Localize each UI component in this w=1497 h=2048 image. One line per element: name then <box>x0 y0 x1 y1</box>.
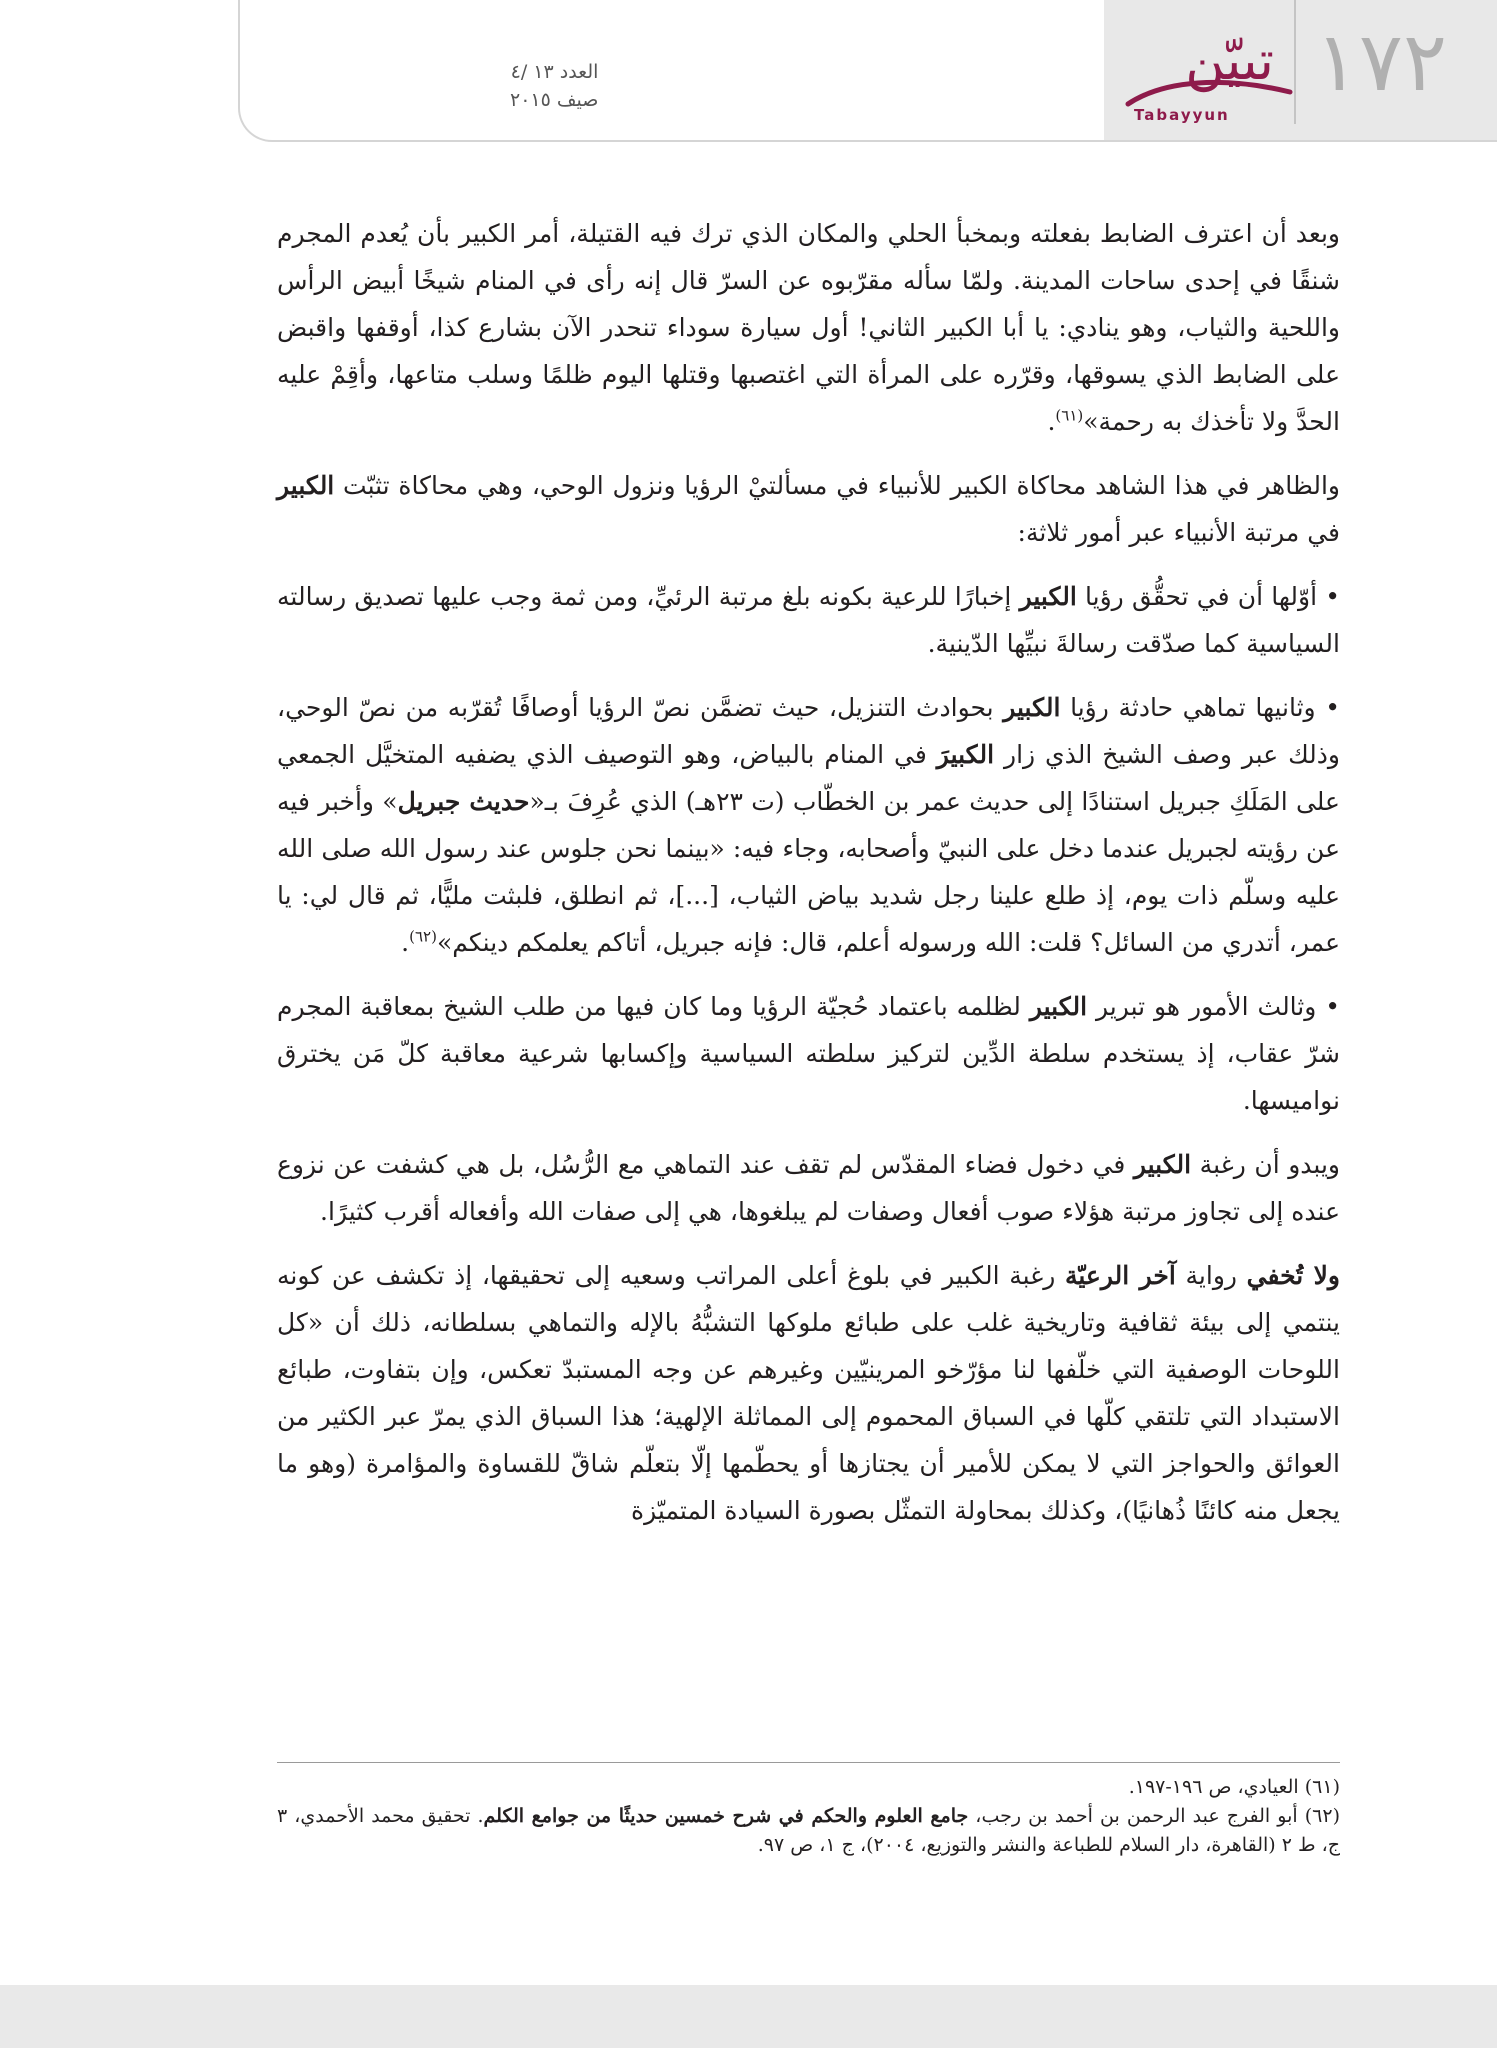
article-body <box>277 210 1340 1551</box>
footnote-61: (٦١) العيادي، ص ١٩٦-١٩٧. <box>1128 1776 1340 1798</box>
page-header <box>238 0 1497 142</box>
brand-box <box>1104 0 1497 140</box>
paragraph-2: والظاهر في هذا الشاهد محاكاة الكبير للأنبياء في مسألتيْ الرؤيا ونزول الوحي، وهي محاكاة تثبّت الكبير في مرتبة الأنبياء عبر أمور ثلاثة: <box>277 471 1340 547</box>
footnotes <box>277 1762 1340 1860</box>
paragraph-7: ولا تُخفي رواية آخر الرعيّة رغبة الكبير في بلوغ أعلى المراتب وسعيه إلى تحقيقها، إذ تكشف عن كونه ينتمي إلى بيئة ثقافية وتاريخية غلب على طبائع ملوكها التشبُّهُ بالإله والتماهي بسلطانه، ذلك أن «كل اللوحات الوصفية التي خلّفها لنا مؤرّخو المرينيّين وغيرهم عن وجه المستبدّ تعكس، وإن بتفاوت، طبائع الاستبداد التي تلتقي كلّها في السباق المحموم إلى المماثلة الإلهية؛ هذا السباق الذي يمرّ عبر الكثير من العوائق والحواجز التي لا يمكن للأمير أن يجتازها أو يحطّمها إلّا بتعلّم شاقّ للقساوة والمؤامرة (وهو ما يجعل منه كائنًا ذُهانيًا)، وكذلك بمحاولة التمثّل بصورة السيادة المتميّزة <box>277 1261 1340 1525</box>
paragraph-5: • وثالث الأمور هو تبرير الكبير لظلمه باعتماد حُجيّة الرؤيا وما كان فيها من طلب الشيخ بمعاقبة المجرم شرّ عقاب، إذ يستخدم سلطة الدِّين لتركيز سلطته السياسية وإكسابها شرعية معاقبة كلّ مَن يخترق نواميسها. <box>277 992 1340 1115</box>
paragraph-4: • وثانيها تماهي حادثة رؤيا الكبير بحوادث التنزيل، حيث تضمَّن نصّ الرؤيا أوصافًا تُقرّبه من نصّ الوحي، وذلك عبر وصف الشيخ الذي زار الكبيرَ في المنام بالبياض، وهو التوصيف الذي يضفيه المتخيَّل الجمعي على المَلَكِ جبريل استنادًا إلى حديث عمر بن الخطّاب (ت ٢٣هـ) الذي عُرِفَ بـ«حديث جبريل» وأخبر فيه عن رؤيته لجبريل عندما دخل على النبيّ وأصحابه، وجاء فيه: «بينما نحن جلوس عند رسول الله صلى الله عليه وسلّم ذات يوم، إذ طلع علينا رجل شديد بياض الثياب، [...]، ثم انطلق، فلبثت مليًّا، ثم قال لي: يا عمر، أتدري من السائل؟ قلت: الله ورسوله أعلم، قال: فإنه جبريل، أتاكم يعلمكم دينكم»$^{(٦٢)}$. <box>277 693 1340 957</box>
paragraph-3: • أوّلها أن في تحقُّق رؤيا الكبير إخبارًا للرعية بكونه بلغ مرتبة الرئيِّ، ومن ثمة وجب عليها تصديق رسالته السياسية كما صدّقت رسالةَ نبيِّها الدّينية. <box>277 582 1341 658</box>
issue-info <box>510 58 598 114</box>
tabayyun-logo <box>1122 29 1294 126</box>
page-number: ١٧٢ <box>1314 15 1447 110</box>
footnote-ref-62[interactable]: (٦٢) <box>409 927 437 946</box>
paragraph-1: وبعد أن اعترف الضابط بفعلته وبمخبأ الحلي والمكان الذي ترك فيه القتيلة، أمر الكبير بأن يُعدم المجرم شنقًا في إحدى ساحات المدينة. ولمّا سأله مقرّبوه عن السرّ قال إنه رأى في المنام شيخًا أبيض الرأس واللحية والثياب، وهو ينادي: يا أبا الكبير الثاني! أول سيارة سوداء تنحدر الآن بشارع كذا، أوقفها واقبض على الضابط الذي يسوقها، وقرّره على المرأة التي اغتصبها وقتلها اليوم ظلمًا وسلب متاعها، وأقِمْ عليه الحدَّ ولا تأخذك به رحمة»$^{(٦١)}$. <box>277 219 1340 436</box>
footnote-62: (٦٢) أبو الفرج عبد الرحمن بن أحمد بن رجب، جامع العلوم والحكم في شرح خمسين حديثًا من جوامع الكلم. تحقيق محمد الأحمدي، ٣ ج، ط ٢ (القاهرة، دار السلام للطباعة والنشر والتوزيع، ٢٠٠٤)، ج ١، ص ٩٧. <box>277 1805 1340 1856</box>
paragraph-6: ويبدو أن رغبة الكبير في دخول فضاء المقدّس لم تقف عند التماهي مع الرُّسُل، بل هي كشفت عن نزوع عنده إلى تجاوز مرتبة هؤلاء صوب أفعال وصفات لم يبلغوها، هي إلى صفات الله وأفعاله أقرب كثيرًا. <box>277 1150 1340 1226</box>
logo-arabic-text: تبيّن <box>1185 29 1274 92</box>
issue-season: صيف ٢٠١٥ <box>510 89 599 111</box>
issue-number: العدد ١٣ /٤ <box>510 61 599 83</box>
header-divider <box>1294 0 1296 124</box>
footnote-ref-61[interactable]: (٦١) <box>1055 406 1084 425</box>
logo-english-text: Tabayyun <box>1134 106 1230 124</box>
